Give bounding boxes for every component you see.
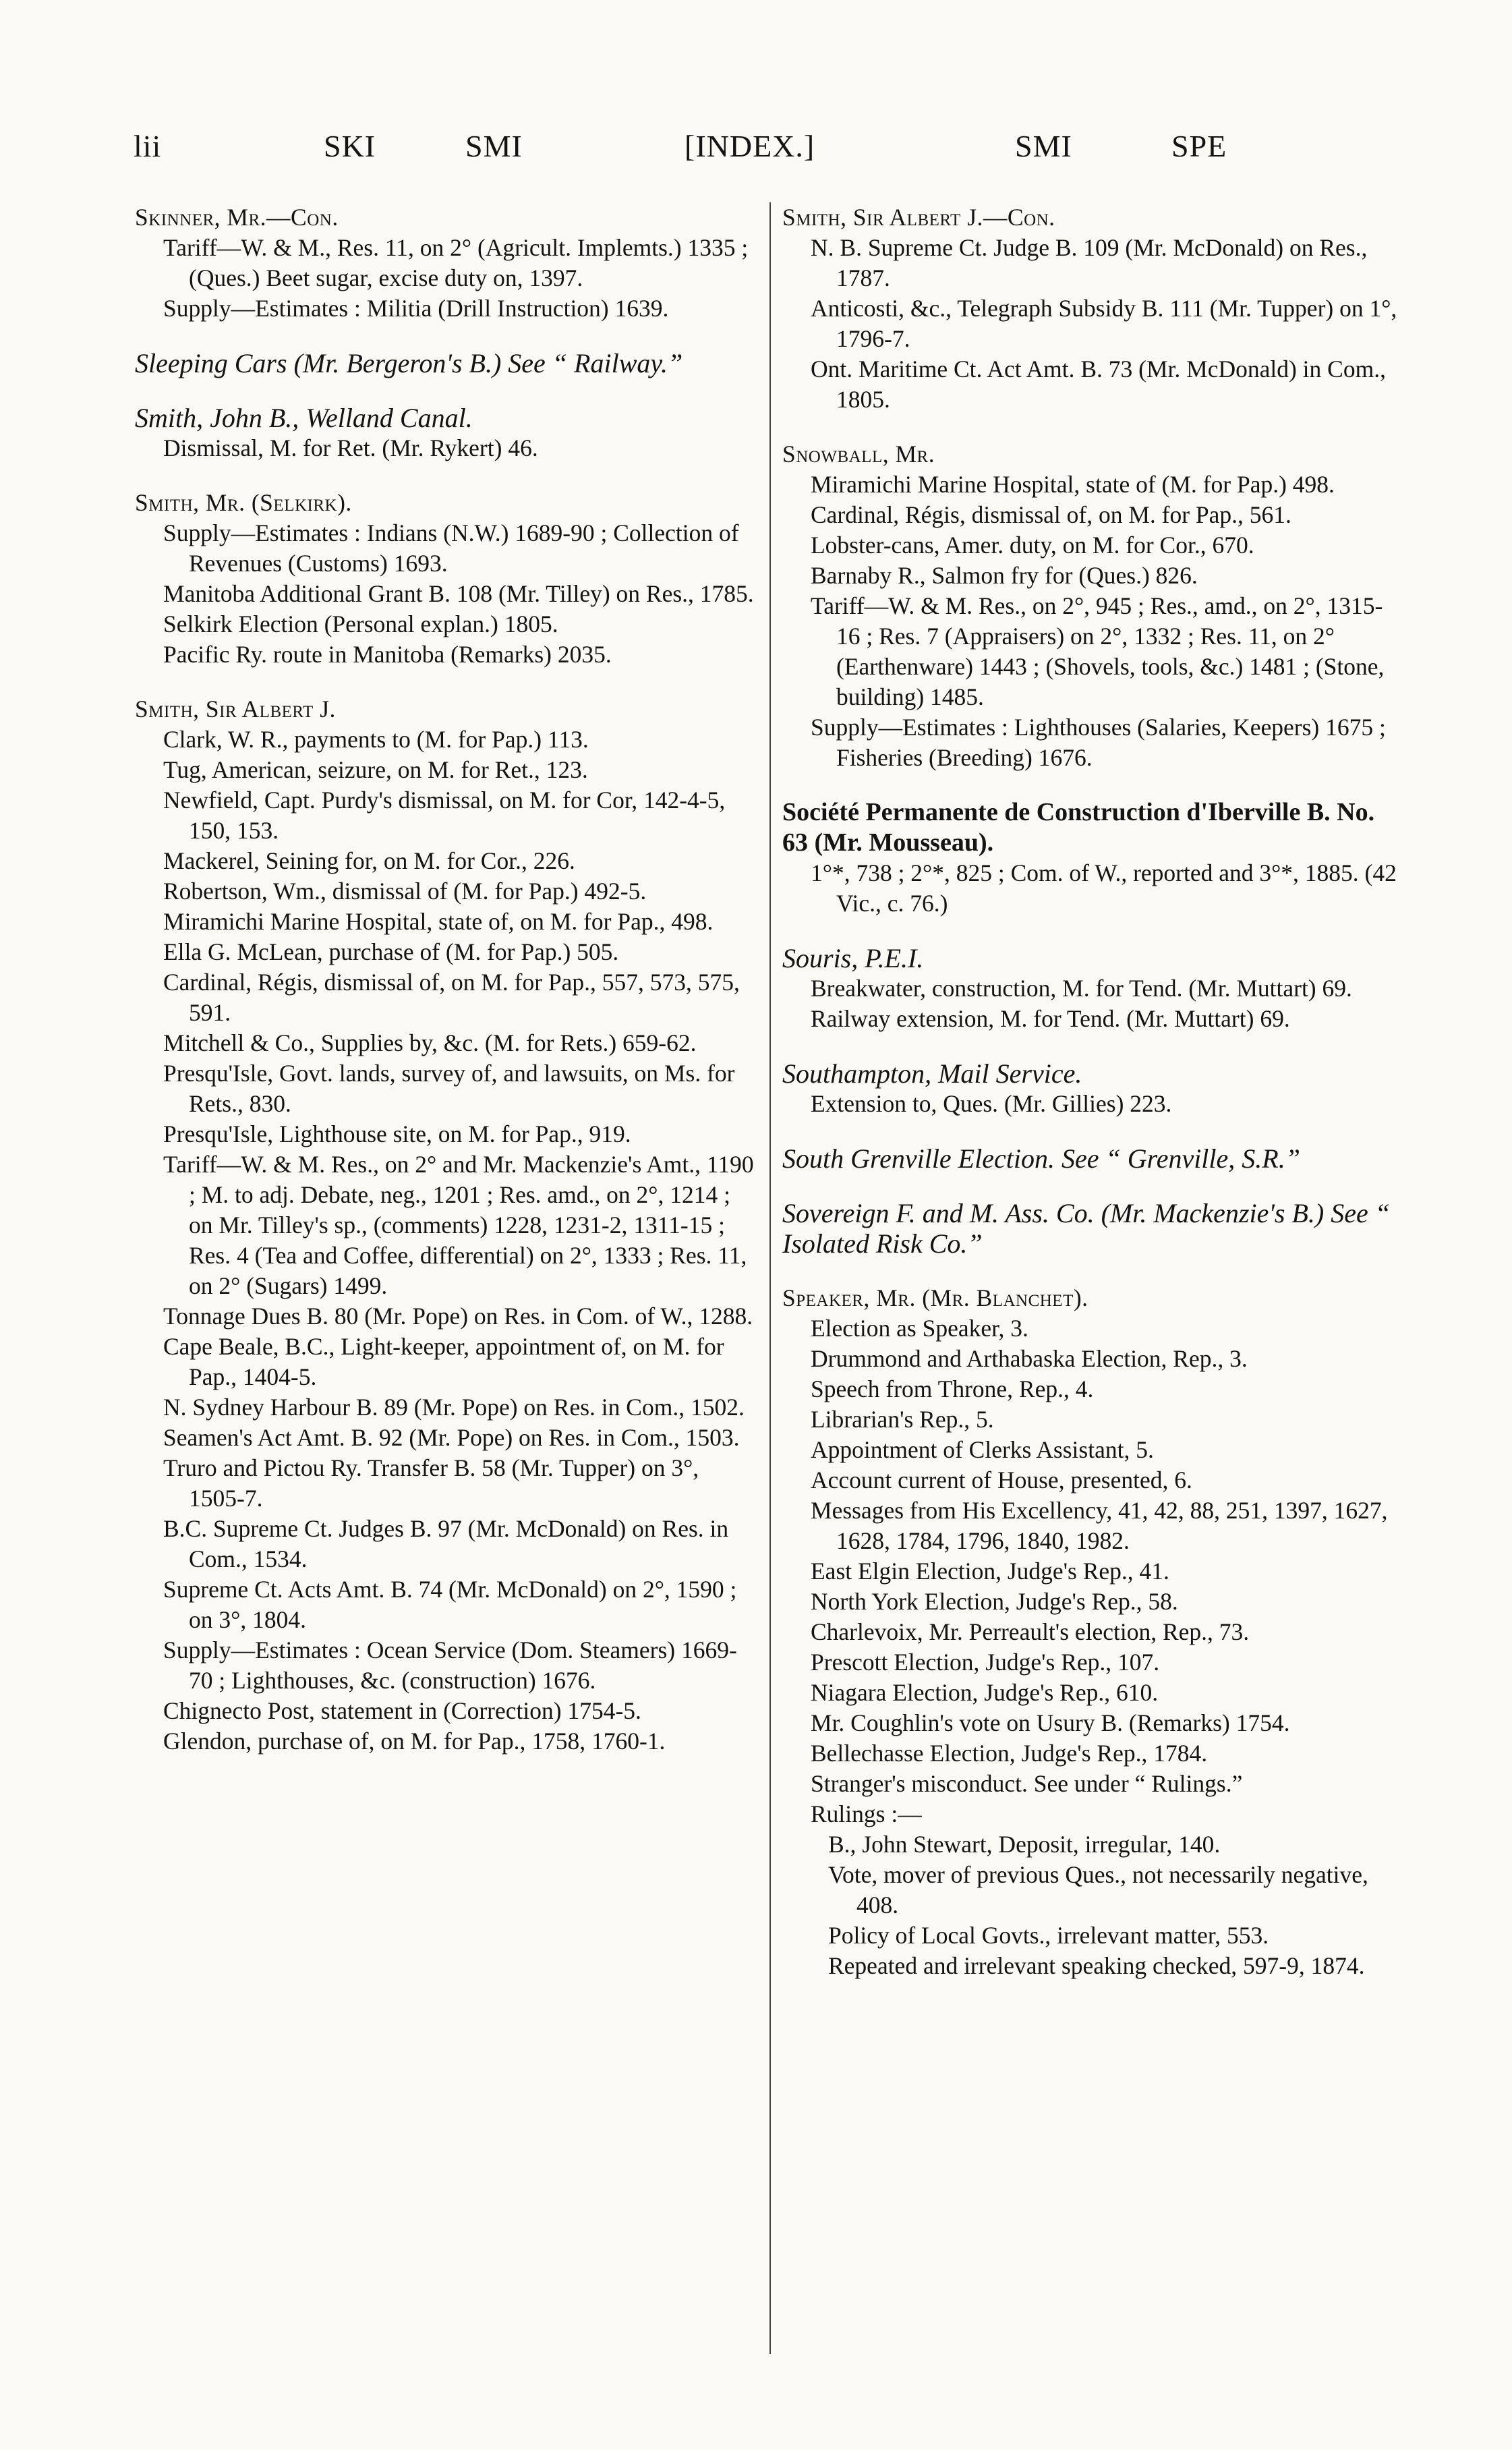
index-heading: Smith, Sir Albert J.	[135, 695, 336, 722]
index-subentry: Seamen's Act Amt. B. 92 (Mr. Pope) on Res. in Com., 1503.	[163, 1424, 740, 1451]
index-subentry: Supreme Ct. Acts Amt. B. 74 (Mr. McDonald) on 2°, 1590 ; on 3°, 1804.	[163, 1576, 737, 1633]
index-subentry: Miramichi Marine Hospital, state of (M. for Pap.) 498.	[811, 471, 1335, 498]
index-subentry: Bellechasse Election, Judge's Rep., 1784.	[811, 1740, 1208, 1767]
index-entry-group	[782, 797, 1404, 919]
index-heading: Souris, P.E.I.	[782, 943, 924, 973]
index-subentry: Supply—Estimates : Militia (Drill Instruction) 1639.	[163, 295, 669, 322]
index-subentry: Drummond and Arthabaska Election, Rep., 3.	[811, 1345, 1248, 1372]
index-heading: Smith, Sir Albert J.—Con.	[782, 204, 1055, 231]
left-index-column	[135, 202, 755, 1757]
index-subentry: Manitoba Additional Grant B. 108 (Mr. Tilley) on Res., 1785.	[163, 580, 754, 607]
index-subentry: Tariff—W. & M. Res., on 2° and Mr. Mackenzie's Amt., 1190 ; M. to adj. Debate, neg., 1201 ; Res. amd., on 2°, 1214 ; on Mr. Tilley's sp., (comments) 1228, 1231-2, 1311-15 ; Res. 4 (Tea and Coffee, differential) on 2°, 1333 ; Res. 11, on 2° (Sugars) 1499.	[163, 1151, 754, 1299]
index-subentry: Extension to, Ques. (Mr. Gillies) 223.	[811, 1090, 1172, 1117]
index-heading: Skinner, Mr.—Con.	[135, 204, 339, 231]
index-subentry: Tariff—W. & M., Res. 11, on 2° (Agricult. Implemts.) 1335 ; (Ques.) Beet sugar, excise duty on, 1397.	[163, 234, 749, 291]
index-subentry: Tonnage Dues B. 80 (Mr. Pope) on Res. in Com. of W., 1288.	[163, 1303, 753, 1330]
index-subentry: Mitchell & Co., Supplies by, &c. (M. for Rets.) 659-62.	[163, 1029, 697, 1056]
index-subentry: Cardinal, Régis, dismissal of, on M. for Pap., 557, 573, 575, 591.	[163, 969, 740, 1026]
index-subentry: Selkirk Election (Personal explan.) 1805.	[163, 610, 558, 637]
ruling-item: Repeated and irrelevant speaking checked, 597-9, 1874.	[828, 1952, 1365, 1979]
index-subentry: Miramichi Marine Hospital, state of, on M. for Pap., 498.	[163, 908, 714, 935]
ruling-item: B., John Stewart, Deposit, irregular, 140.	[828, 1831, 1221, 1858]
index-entry-group	[782, 943, 1404, 1034]
index-subentry: Supply—Estimates : Ocean Service (Dom. Steamers) 1669-70 ; Lighthouses, &c. (construction) 1676.	[163, 1636, 737, 1694]
index-subentry: Chignecto Post, statement in (Correction) 1754-5.	[163, 1697, 641, 1724]
index-heading: Sovereign F. and M. Ass. Co. (Mr. Mackenzie's B.) See “ Isolated Risk Co.”	[782, 1198, 1390, 1259]
column-divider	[769, 202, 771, 2354]
header-title: [INDEX.]	[685, 129, 815, 163]
right-range-end: SPE	[1171, 129, 1227, 163]
index-subentry: B.C. Supreme Ct. Judges B. 97 (Mr. McDonald) on Res. in Com., 1534.	[163, 1515, 729, 1572]
index-entry-group	[782, 439, 1404, 773]
index-heading: Smith, John B., Welland Canal.	[135, 403, 473, 433]
index-subentry: Ella G. McLean, purchase of (M. for Pap.) 505.	[163, 938, 619, 965]
index-entry-group	[782, 202, 1404, 415]
index-subentry: Clark, W. R., payments to (M. for Pap.) 113.	[163, 726, 589, 753]
index-heading: South Grenville Election. See “ Grenville, S.R.”	[782, 1143, 1300, 1174]
index-heading: Société Permanente de Construction d'Iberville B. No. 63 (Mr. Mousseau).	[782, 798, 1375, 857]
left-range-start: SKI	[324, 129, 376, 163]
index-entry-group	[135, 202, 755, 324]
index-subentry: Supply—Estimates : Indians (N.W.) 1689-90 ; Collection of Revenues (Customs) 1693.	[163, 519, 739, 577]
index-entry-group	[782, 1198, 1404, 1259]
index-heading: Speaker, Mr. (Mr. Blanchet).	[782, 1284, 1088, 1311]
index-subentry: Tariff—W. & M. Res., on 2°, 945 ; Res., amd., on 2°, 1315-16 ; Res. 7 (Appraisers) on 2°, 1332 ; Res. 11, on 2° (Earthenware) 1443 ; (Shovels, tools, &c.) 1481 ; (Stone, building) 1485.	[811, 592, 1385, 710]
index-subentry: N. Sydney Harbour B. 89 (Mr. Pope) on Res. in Com., 1502.	[163, 1394, 745, 1421]
index-subentry: Mackerel, Seining for, on M. for Cor., 226.	[163, 847, 575, 874]
index-subentry: Anticosti, &c., Telegraph Subsidy B. 111 (Mr. Tupper) on 1°, 1796-7.	[811, 295, 1397, 352]
index-subentry: Messages from His Excellency, 41, 42, 88, 251, 1397, 1627, 1628, 1784, 1796, 1840, 1982.	[811, 1497, 1388, 1554]
index-subentry: Lobster-cans, Amer. duty, on M. for Cor., 670.	[811, 532, 1254, 559]
index-heading: Smith, Mr. (Selkirk).	[135, 489, 352, 516]
ruling-item: Vote, mover of previous Ques., not necessarily negative, 408.	[828, 1861, 1368, 1918]
index-entry-group	[135, 348, 755, 378]
index-subentry: Presqu'Isle, Govt. lands, survey of, and lawsuits, on Ms. for Rets., 830.	[163, 1060, 735, 1117]
index-heading: Snowball, Mr.	[782, 440, 935, 467]
index-entry-group	[135, 403, 755, 463]
index-subentry: Glendon, purchase of, on M. for Pap., 1758, 1760-1.	[163, 1728, 666, 1755]
index-heading: Sleeping Cars (Mr. Bergeron's B.) See “ Railway.”	[135, 348, 683, 378]
left-range-end: SMI	[465, 129, 523, 163]
index-subentry: Barnaby R., Salmon fry for (Ques.) 826.	[811, 562, 1198, 589]
index-subentry: Tug, American, seizure, on M. for Ret., 123.	[163, 756, 588, 783]
index-subentry: Supply—Estimates : Lighthouses (Salaries, Keepers) 1675 ; Fisheries (Breeding) 1676.	[811, 714, 1386, 771]
index-subentry: Charlevoix, Mr. Perreault's election, Rep., 73.	[811, 1618, 1250, 1645]
index-subentry: Ont. Maritime Ct. Act Amt. B. 73 (Mr. McDonald) in Com., 1805.	[811, 355, 1386, 413]
index-subentry: Speech from Throne, Rep., 4.	[811, 1375, 1094, 1402]
index-subentry: Mr. Coughlin's vote on Usury B. (Remarks) 1754.	[811, 1709, 1290, 1736]
right-range-start: SMI	[1015, 129, 1072, 163]
index-subentry: Appointment of Clerks Assistant, 5.	[811, 1436, 1154, 1463]
index-subentry: Niagara Election, Judge's Rep., 610.	[811, 1679, 1159, 1706]
index-subentry: Robertson, Wm., dismissal of (M. for Pap.) 492-5.	[163, 878, 647, 905]
index-subentry: Rulings :—	[811, 1800, 922, 1827]
index-subentry: Pacific Ry. route in Manitoba (Remarks) 2035.	[163, 641, 612, 668]
index-subentry: 1°*, 738 ; 2°*, 825 ; Com. of W., reported and 3°*, 1885. (42 Vic., c. 76.)	[811, 859, 1397, 917]
index-subentry: Stranger's misconduct. See under “ Rulings.”	[811, 1770, 1243, 1797]
index-subentry: North York Election, Judge's Rep., 58.	[811, 1588, 1178, 1615]
index-entry-group	[782, 1143, 1404, 1174]
index-heading: Southampton, Mail Service.	[782, 1058, 1082, 1089]
index-subentry: Cardinal, Régis, dismissal of, on M. for Pap., 561.	[811, 501, 1291, 528]
index-subentry: Railway extension, M. for Tend. (Mr. Muttart) 69.	[811, 1005, 1290, 1032]
index-entry-group	[135, 694, 755, 1757]
index-subentry: Prescott Election, Judge's Rep., 107.	[811, 1649, 1160, 1676]
index-entry-group	[782, 1058, 1404, 1119]
index-subentry: Librarian's Rep., 5.	[811, 1406, 994, 1433]
index-subentry: Presqu'Isle, Lighthouse site, on M. for Pap., 919.	[163, 1120, 631, 1147]
index-subentry: Dismissal, M. for Ret. (Mr. Rykert) 46.	[163, 434, 538, 461]
index-subentry: Election as Speaker, 3.	[811, 1315, 1028, 1342]
index-entry-group	[782, 1283, 1404, 1981]
index-subentry: Truro and Pictou Ry. Transfer B. 58 (Mr. Tupper) on 3°, 1505-7.	[163, 1454, 699, 1512]
page-number: lii	[134, 129, 162, 163]
index-subentry: East Elgin Election, Judge's Rep., 41.	[811, 1558, 1169, 1585]
index-subentry: Account current of House, presented, 6.	[811, 1466, 1192, 1493]
index-subentry: Newfield, Capt. Purdy's dismissal, on M. for Cor, 142-4-5, 150, 153.	[163, 787, 726, 844]
ruling-item: Policy of Local Govts., irrelevant matter, 553.	[828, 1922, 1269, 1949]
right-index-column	[782, 202, 1404, 1981]
index-subentry: Breakwater, construction, M. for Tend. (Mr. Muttart) 69.	[811, 975, 1352, 1002]
index-entry-group	[135, 488, 755, 670]
index-subentry: N. B. Supreme Ct. Judge B. 109 (Mr. McDonald) on Res., 1787.	[811, 234, 1368, 291]
running-header	[0, 128, 1512, 175]
index-subentry: Cape Beale, B.C., Light-keeper, appointment of, on M. for Pap., 1404-5.	[163, 1333, 724, 1390]
